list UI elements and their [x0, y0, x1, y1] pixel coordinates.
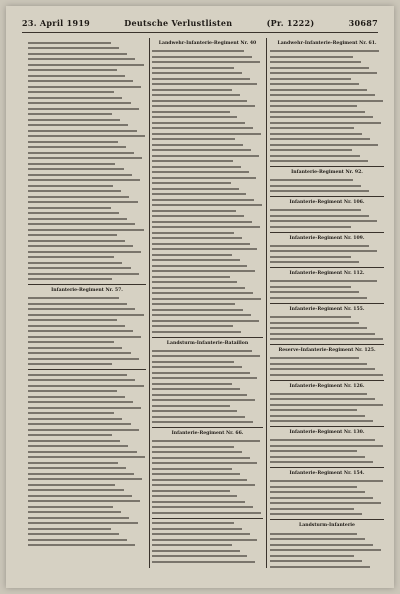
body-text-line — [28, 423, 131, 425]
body-text-line — [152, 270, 255, 272]
body-text-line — [152, 144, 243, 146]
body-text-line — [152, 394, 247, 396]
body-text-line — [152, 361, 234, 363]
body-text-line — [270, 566, 370, 568]
body-text-line — [270, 560, 362, 562]
body-text-line — [152, 457, 250, 459]
section-title: Landwehr-Infanterie-Regiment Nr. 61. — [277, 41, 377, 46]
body-text-line — [28, 533, 119, 535]
body-text-line — [152, 287, 245, 289]
body-text-line — [152, 237, 242, 239]
section-rule — [270, 166, 384, 167]
body-text-line — [152, 555, 247, 557]
body-text-line — [152, 320, 259, 322]
section-rule — [270, 232, 384, 233]
section-rule — [152, 427, 263, 428]
body-text-line — [152, 182, 231, 184]
body-text-line — [270, 439, 375, 441]
body-text-line — [270, 250, 377, 252]
body-text-line — [28, 163, 115, 165]
body-text-line — [28, 297, 119, 299]
body-text-line — [152, 416, 245, 418]
body-text-line — [28, 119, 120, 121]
body-text-line — [28, 484, 115, 486]
body-text-line — [28, 478, 142, 480]
body-text-line — [152, 210, 236, 212]
body-text-line — [270, 100, 383, 102]
body-text-line — [28, 407, 141, 409]
body-text-line — [270, 209, 361, 211]
body-text-line — [270, 508, 354, 510]
body-text-line — [28, 495, 132, 497]
body-text-line — [270, 138, 370, 140]
body-text-line — [152, 226, 260, 228]
body-text-line — [28, 522, 138, 524]
body-text-line — [152, 56, 252, 58]
body-text-line — [28, 325, 125, 327]
body-text-line — [28, 42, 111, 44]
body-text-line — [152, 265, 247, 267]
body-text-line — [28, 201, 138, 203]
body-text-line — [28, 347, 122, 349]
body-text-line — [152, 446, 234, 448]
body-text-line — [28, 174, 132, 176]
body-text-line — [28, 80, 133, 82]
section-rule — [152, 337, 263, 338]
body-text-line — [152, 138, 235, 140]
body-text-line — [28, 262, 122, 264]
body-text-line — [28, 64, 144, 66]
section-title: Infanterie-Regiment Nr. 57. — [51, 288, 123, 293]
body-text-line — [152, 388, 240, 390]
body-text-line — [152, 309, 243, 311]
body-text-line — [152, 193, 246, 195]
section-title: Reserve-Infanterie-Regiment Nr. 125. — [278, 348, 376, 354]
body-text-line — [152, 281, 237, 283]
body-text-line — [270, 83, 359, 85]
header-title: Deutsche Verlustlisten — [124, 18, 233, 28]
body-text-line — [28, 358, 139, 360]
body-text-line — [28, 506, 113, 508]
body-text-line — [152, 204, 262, 206]
body-text-line — [270, 415, 365, 417]
header-date: 23. April 1919 — [22, 18, 91, 28]
body-text-line — [28, 179, 140, 181]
body-text-line — [28, 330, 133, 332]
body-text-line — [152, 533, 250, 535]
newspaper-page — [6, 6, 394, 588]
body-text-line — [152, 350, 252, 352]
body-text-line — [28, 251, 141, 253]
body-text-line — [270, 549, 381, 551]
body-text-line — [152, 232, 234, 234]
body-text-line — [28, 207, 111, 209]
body-text-line — [28, 256, 114, 258]
body-text-line — [152, 440, 260, 442]
body-text-line — [270, 513, 362, 515]
section-title: Infanterie-Regiment Nr. 92. — [291, 170, 363, 176]
body-text-line — [28, 517, 129, 519]
body-text-line — [152, 451, 242, 453]
body-text-line — [28, 434, 112, 436]
body-text-line — [28, 102, 131, 104]
body-text-line — [270, 544, 373, 546]
body-text-line — [270, 133, 362, 135]
header-page-number: 30687 — [348, 18, 378, 28]
body-text-line — [28, 314, 144, 316]
body-text-line — [28, 97, 122, 99]
body-text-line — [270, 280, 377, 282]
body-text-line — [270, 61, 361, 63]
body-text-line — [28, 319, 117, 321]
column-right — [270, 38, 384, 568]
body-text-line — [270, 89, 367, 91]
body-text-line — [28, 500, 140, 502]
body-text-line — [270, 555, 354, 557]
body-text-line — [152, 61, 260, 63]
section-rule — [270, 519, 384, 520]
body-text-line — [152, 166, 241, 168]
body-text-line — [270, 450, 357, 452]
body-text-line — [28, 190, 121, 192]
body-text-line — [28, 218, 127, 220]
body-text-line — [152, 83, 257, 85]
section-title: Landsturm-Infanterie-Bataillon — [166, 340, 249, 346]
body-text-line — [152, 78, 250, 80]
body-text-line — [152, 133, 261, 135]
body-text-line — [152, 522, 234, 524]
body-text-line — [152, 421, 253, 423]
body-text-line — [28, 473, 134, 475]
body-text-line — [152, 473, 240, 475]
body-text-line — [270, 190, 369, 192]
body-text-line — [152, 171, 249, 173]
body-text-line — [28, 412, 114, 414]
body-text-line — [28, 108, 139, 110]
body-text-line — [270, 486, 357, 488]
body-text-line — [270, 420, 373, 422]
body-text-line — [270, 497, 373, 499]
body-text-line — [270, 215, 369, 217]
body-text-line — [28, 53, 127, 55]
body-text-line — [270, 155, 360, 157]
section-rule — [270, 196, 384, 197]
body-text-line — [28, 418, 122, 420]
body-text-line — [270, 291, 359, 293]
body-text-line — [152, 177, 256, 179]
body-text-line — [28, 539, 127, 541]
page-header — [22, 16, 378, 33]
body-text-line — [152, 314, 251, 316]
body-text-line — [152, 149, 251, 151]
body-text-line — [152, 303, 235, 305]
body-text-line — [270, 67, 369, 69]
body-text-line — [152, 155, 259, 157]
body-text-line — [28, 75, 125, 77]
body-text-line — [28, 352, 131, 354]
body-text-line — [152, 100, 247, 102]
body-text-line — [270, 286, 351, 288]
body-text-line — [152, 127, 253, 129]
section-rule — [270, 380, 384, 381]
body-text-line — [270, 256, 351, 258]
section-rule — [270, 467, 384, 468]
body-text-line — [28, 196, 129, 198]
body-text-line — [28, 86, 141, 88]
body-text-line — [28, 124, 128, 126]
body-text-line — [270, 363, 367, 365]
body-text-line — [270, 322, 359, 324]
body-text-line — [152, 215, 244, 217]
body-text-line — [28, 91, 114, 93]
body-text-line — [152, 383, 232, 385]
section-title: Infanterie-Regiment Nr. 126. — [289, 383, 365, 389]
body-text-line — [28, 234, 117, 236]
body-text-line — [270, 94, 375, 96]
body-text-line — [152, 111, 230, 113]
body-text-line — [152, 561, 255, 563]
section-rule — [270, 426, 384, 427]
body-text-line — [152, 89, 232, 91]
body-text-line — [270, 374, 383, 376]
section-rule — [270, 344, 384, 345]
body-text-line — [152, 506, 253, 508]
body-text-line — [152, 479, 247, 481]
section-title: Infanterie-Regiment Nr. 130. — [289, 430, 365, 436]
body-text-line — [28, 113, 112, 115]
section-title: Infanterie-Regiment Nr. 109. — [289, 235, 365, 241]
section-title: Landsturm-Infanterie — [299, 523, 355, 529]
body-text-line — [152, 528, 242, 530]
body-text-line — [28, 390, 117, 392]
body-text-line — [28, 451, 137, 453]
body-text-line — [270, 78, 351, 80]
body-text-line — [270, 185, 361, 187]
body-text-line — [28, 69, 117, 71]
body-text-line — [28, 429, 139, 431]
body-text-line — [28, 456, 145, 458]
body-text-line — [28, 336, 141, 338]
column-middle — [152, 38, 263, 568]
body-text-line — [28, 341, 114, 343]
section-title: Infanterie-Regiment Nr. 106. — [289, 200, 365, 206]
body-text-line — [152, 410, 237, 412]
body-text-line — [28, 308, 135, 310]
body-text-line — [270, 226, 351, 228]
body-text-line — [152, 512, 261, 514]
body-text-line — [270, 393, 367, 395]
body-text-line — [152, 94, 240, 96]
section-rule — [28, 369, 146, 370]
body-text-line — [28, 135, 145, 137]
body-text-line — [152, 490, 230, 492]
section-rule — [270, 303, 384, 304]
body-text-line — [152, 468, 232, 470]
body-text-line — [270, 179, 353, 181]
body-text-line — [28, 267, 131, 269]
body-text-line — [270, 50, 379, 52]
body-text-line — [152, 331, 241, 333]
body-text-line — [152, 539, 257, 541]
body-text-line — [28, 229, 144, 231]
body-text-line — [28, 445, 128, 447]
body-text-line — [152, 67, 234, 69]
body-text-line — [28, 401, 133, 403]
body-text-line — [152, 254, 232, 256]
section-title: Infanterie-Regiment Nr. 66. — [171, 431, 244, 437]
body-text-line — [28, 385, 144, 387]
column-divider — [149, 38, 150, 568]
body-text-line — [270, 220, 377, 222]
body-text-line — [270, 149, 352, 151]
body-text-line — [152, 366, 242, 368]
body-text-line — [28, 245, 133, 247]
body-text-line — [152, 160, 233, 162]
body-text-line — [270, 502, 381, 504]
body-text-line — [270, 491, 365, 493]
body-text-line — [270, 105, 357, 107]
body-text-line — [270, 398, 375, 400]
body-text-line — [270, 409, 357, 411]
body-text-line — [152, 116, 237, 118]
body-text-line — [152, 501, 245, 503]
body-text-line — [270, 116, 373, 118]
body-text-line — [28, 141, 118, 143]
body-text-line — [270, 368, 375, 370]
body-text-line — [152, 462, 257, 464]
body-text-line — [28, 185, 113, 187]
body-text-line — [270, 261, 359, 263]
body-text-line — [270, 538, 365, 540]
body-text-line — [152, 292, 253, 294]
body-text-line — [28, 47, 119, 49]
body-text-line — [28, 467, 126, 469]
body-text-line — [28, 130, 137, 132]
body-text-line — [152, 259, 240, 261]
body-text-line — [28, 379, 135, 381]
body-text-line — [152, 377, 257, 379]
body-text-line — [270, 127, 354, 129]
body-text-line — [28, 240, 125, 242]
body-text-line — [270, 461, 373, 463]
section-rule — [270, 267, 384, 268]
column-divider — [266, 38, 267, 568]
body-text-line — [28, 511, 121, 513]
body-text-line — [152, 276, 230, 278]
body-text-line — [152, 405, 230, 407]
body-text-line — [152, 122, 245, 124]
section-rule — [152, 518, 263, 519]
body-text-line — [152, 372, 250, 374]
body-text-line — [152, 188, 239, 190]
body-text-line — [28, 58, 135, 60]
body-text-line — [28, 363, 112, 365]
body-text-line — [152, 72, 242, 74]
body-text-line — [152, 325, 233, 327]
section-title: Landwehr-Infanterie-Regiment Nr. 40 — [158, 41, 257, 46]
section-title: Infanterie-Regiment Nr. 154. — [289, 471, 365, 477]
section-title: Infanterie-Regiment Nr. 155. — [289, 306, 365, 312]
body-text-line — [152, 50, 244, 52]
body-text-line — [152, 105, 255, 107]
body-text-line — [28, 278, 112, 280]
body-text-line — [152, 199, 254, 201]
body-text-line — [152, 243, 250, 245]
body-text-line — [152, 298, 261, 300]
body-text-line — [152, 550, 240, 552]
body-text-line — [270, 327, 367, 329]
body-text-line — [28, 303, 127, 305]
body-text-line — [152, 248, 257, 250]
body-text-line — [28, 544, 135, 546]
body-text-line — [270, 144, 378, 146]
body-text-line — [270, 456, 365, 458]
body-text-line — [28, 528, 111, 530]
body-text-line — [270, 316, 351, 318]
body-text-line — [270, 533, 357, 535]
body-text-line — [152, 484, 255, 486]
body-text-line — [270, 56, 353, 58]
body-text-line — [28, 212, 119, 214]
body-text-line — [28, 489, 124, 491]
body-text-line — [28, 152, 134, 154]
body-text-line — [270, 338, 383, 340]
body-text-line — [270, 480, 383, 482]
body-text-line — [28, 396, 125, 398]
body-text-line — [152, 495, 237, 497]
body-text-line — [270, 297, 367, 299]
body-text-line — [270, 245, 369, 247]
header-issue: (Pr. 1222) — [266, 18, 315, 28]
body-text-line — [28, 440, 120, 442]
body-text-line — [152, 544, 232, 546]
body-text-line — [270, 72, 377, 74]
body-text-line — [152, 399, 255, 401]
body-text-line — [270, 160, 368, 162]
section-rule — [28, 284, 146, 285]
body-text-line — [28, 223, 135, 225]
body-text-line — [28, 157, 142, 159]
body-text-line — [152, 355, 260, 357]
body-text-line — [28, 374, 127, 376]
body-text-line — [270, 122, 381, 124]
column-left — [28, 38, 146, 568]
body-text-line — [270, 333, 375, 335]
body-text-line — [270, 357, 359, 359]
body-text-line — [270, 404, 383, 406]
body-text-line — [28, 168, 124, 170]
body-text-line — [28, 146, 126, 148]
body-text-line — [152, 221, 252, 223]
body-text-line — [28, 462, 118, 464]
body-text-line — [28, 273, 139, 275]
body-text-line — [270, 445, 383, 447]
section-title: Infanterie-Regiment Nr. 112. — [289, 271, 365, 277]
body-text-line — [270, 111, 365, 113]
